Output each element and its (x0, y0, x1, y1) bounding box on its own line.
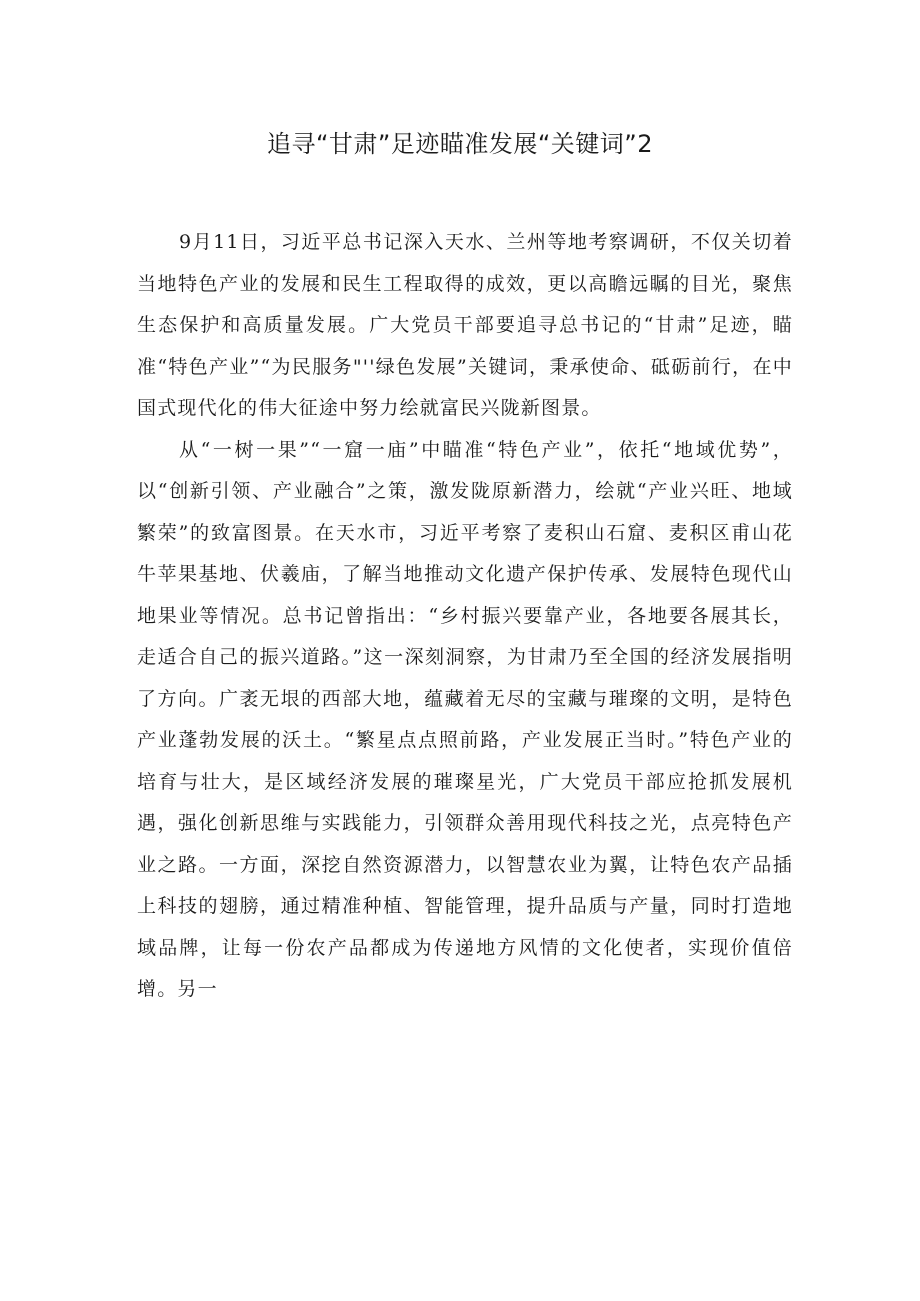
paragraph-1: 9月11日，习近平总书记深入天水、兰州等地考察调研，不仅关切着当地特色产业的发展和民生工程取得的成效，更以高瞻远瞩的目光，聚焦生态保护和高质量发展。广大党员干部要追寻总书记的“甘肃”足迹，瞄准“特色产业”“为民服务"''绿色发展”关键词，秉承使命、砥砺前行，在中国式现代化的伟大征途中努力绘就富民兴陇新图景。 (137, 231, 793, 419)
document-title: 追寻“甘肃”足迹瞄准发展“关键词”2 (266, 130, 653, 158)
paragraph-2: 从“一树一果”“一窟一庙”中瞄准“特色产业”，依托“地域优势”，以“创新引领、产业融合”之策，激发陇原新潜力，绘就“产业兴旺、地域繁荣”的致富图景。在天水市，习近平考察了麦积山石窟、麦积区甫山花牛苹果基地、伏羲庙，了解当地推动文化遗产保护传承、发展特色现代山地果业等情况。总书记曾指出：“乡村振兴要靠产业，各地要各展其长，走适合自己的振兴道路。”这一深刻洞察，为甘肃乃至全国的经济发展指明了方向。广袤无垠的西部大地，蕴藏着无尽的宝藏与璀璨的文明，是特色产业蓬勃发展的沃土。“繁星点点照前路，产业发展正当时。”特色产业的培育与壮大，是区域经济发展的璀璨星光，广大党员干部应抢抓发展机遇，强化创新思维与实践能力，引领群众善用现代科技之光，点亮特色产业之路。一方面，深挖自然资源潜力，以智慧农业为翼，让特色农产品插上科技的翅膀，通过精准种植、智能管理，提升品质与产量，同时打造地域品牌，让每一份农产品都成为传递地方风情的文化使者，实现价值倍增。另一 (137, 438, 793, 1000)
document-body (137, 222, 793, 1011)
